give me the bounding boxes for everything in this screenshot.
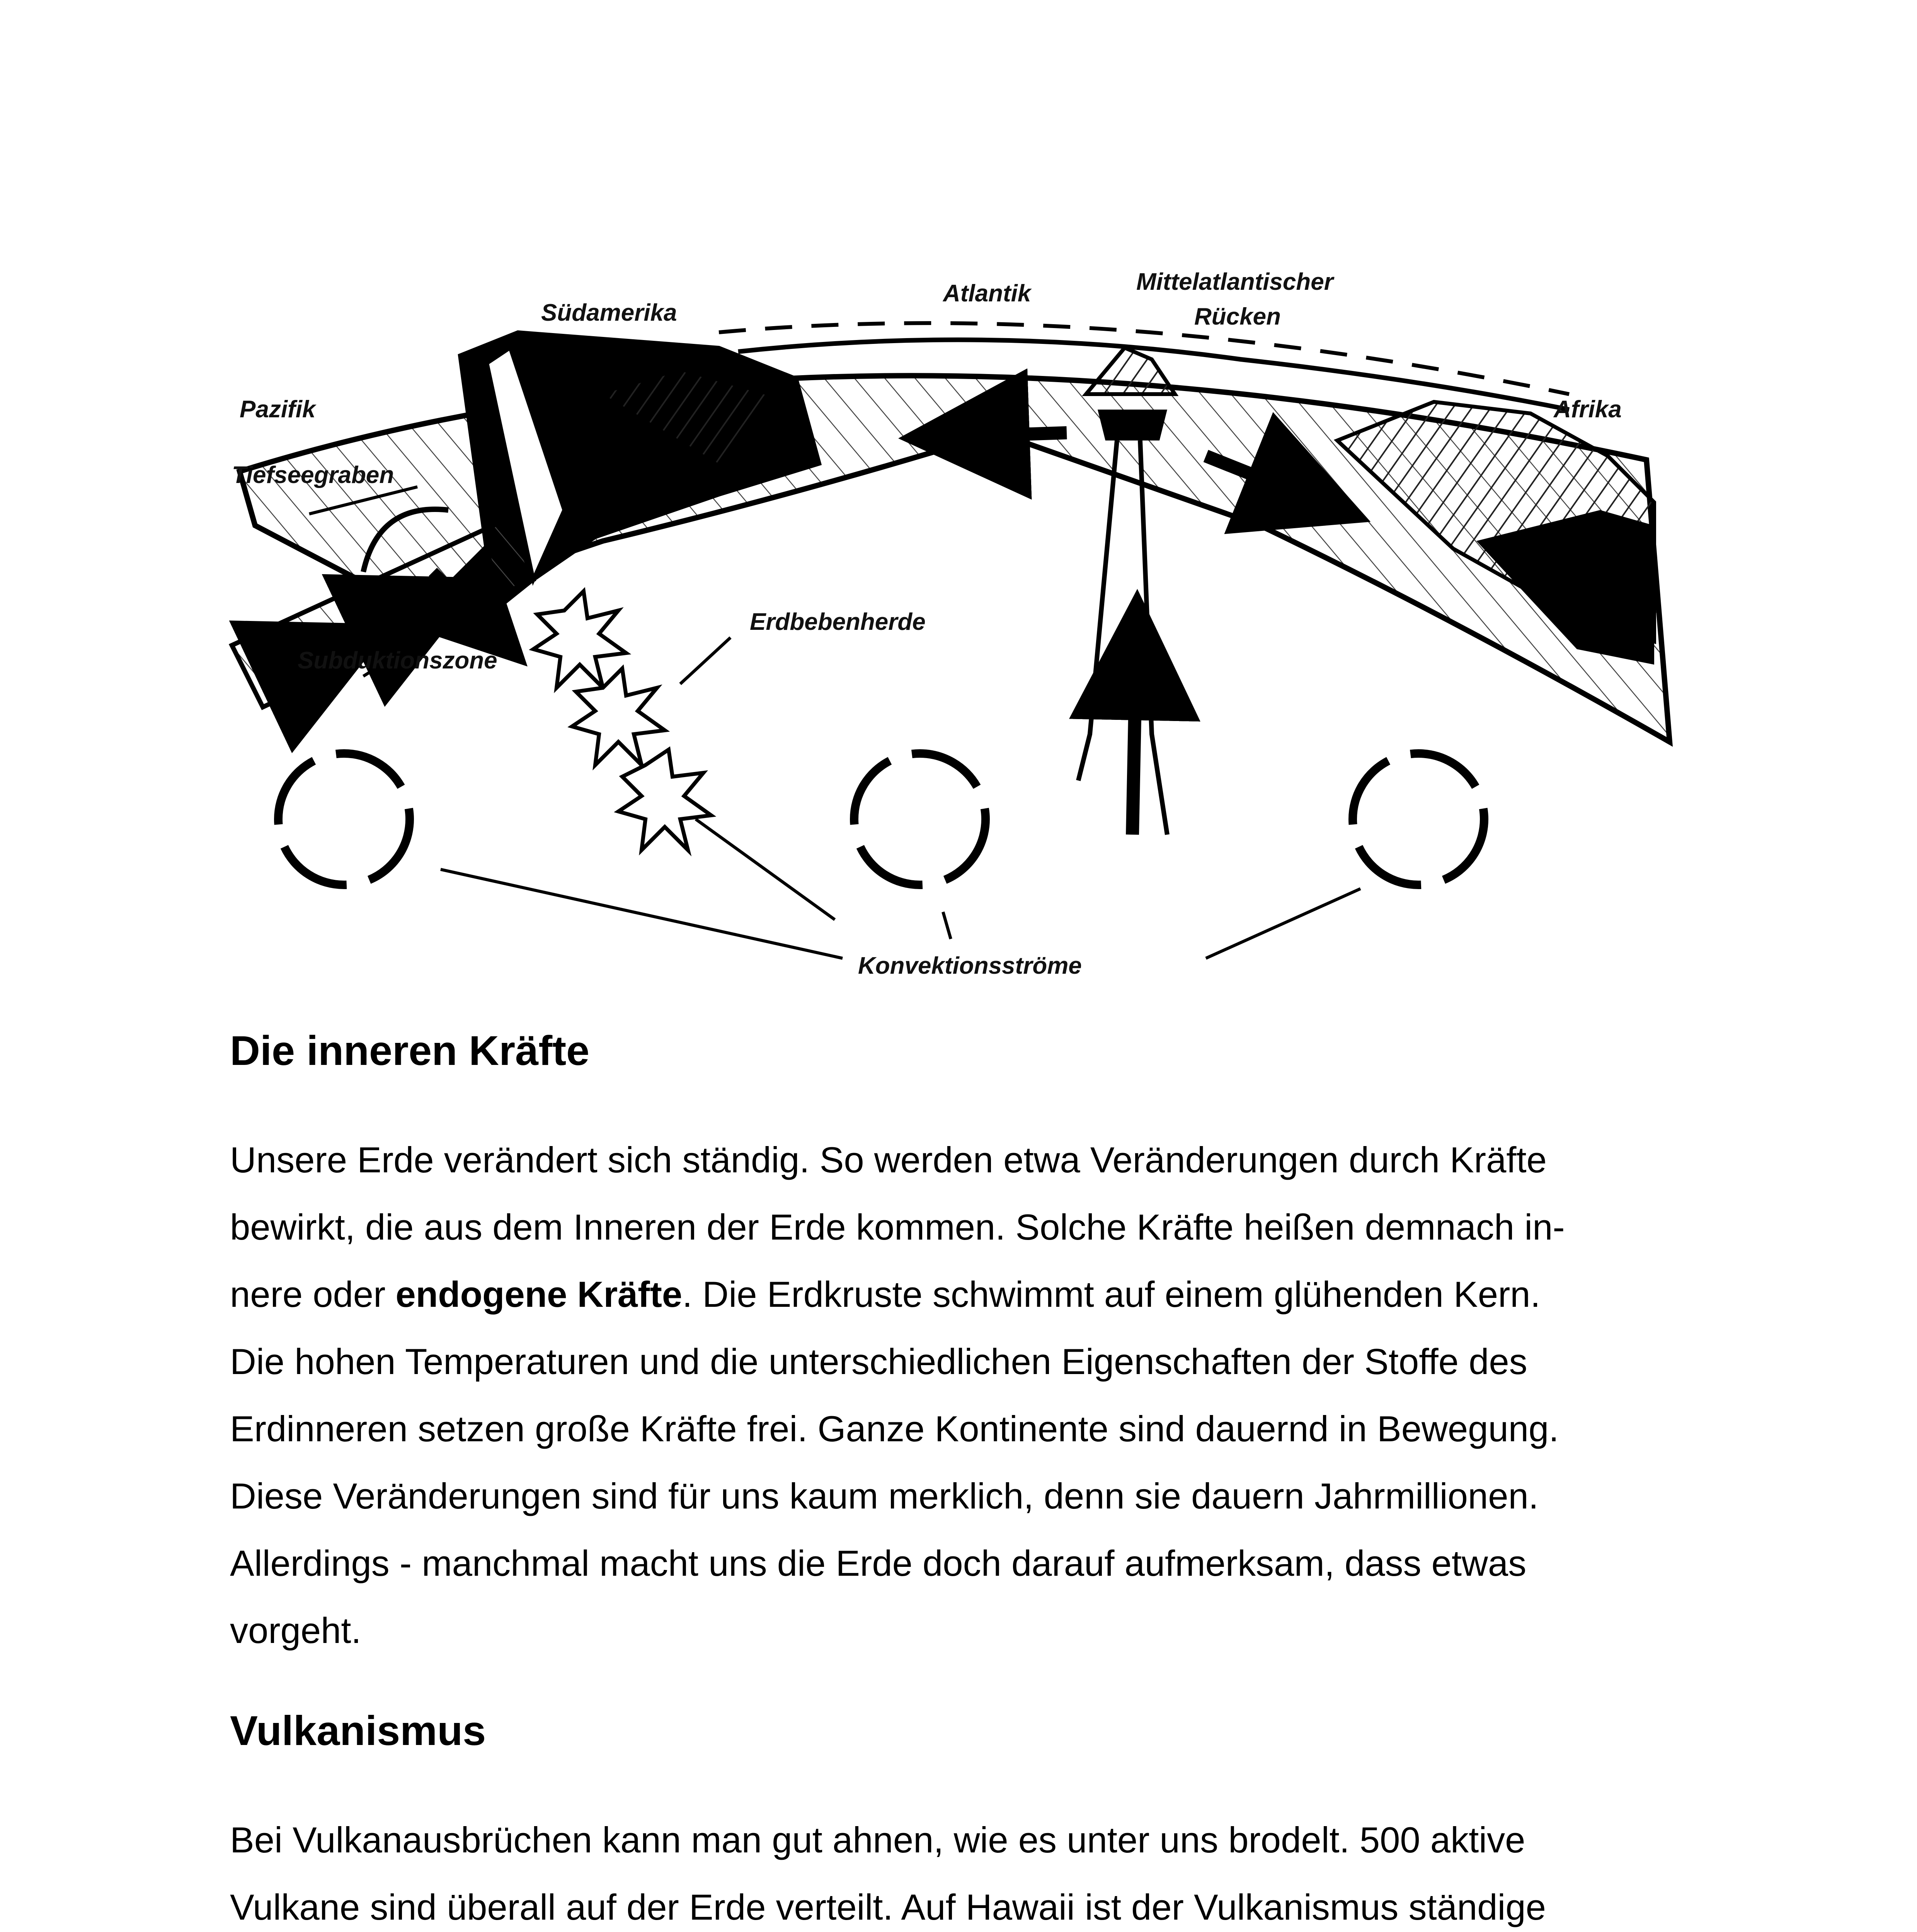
text-line: nere oder endogene Kräfte. Die Erdkruste schwimmt auf einem glühenden Kern. bbox=[230, 1274, 1541, 1315]
label-tiefseegraben: Tiefseegraben bbox=[232, 462, 394, 488]
convection-cell-2 bbox=[854, 753, 986, 885]
text-line: Bei Vulkanausbrüchen kann man gut ahnen, wie es unter uns brodelt. 500 aktive bbox=[230, 1820, 1525, 1860]
earthquake-foci bbox=[533, 591, 711, 850]
label-ridge-line2: Rücken bbox=[1194, 303, 1281, 330]
bold-term: endogene Kräfte bbox=[395, 1274, 683, 1315]
quake-star-1 bbox=[533, 591, 626, 688]
label-suedamerika: Südamerika bbox=[541, 299, 677, 326]
convection-cell-3 bbox=[1353, 753, 1484, 885]
quake-star-3 bbox=[618, 750, 711, 850]
convection-cells bbox=[278, 753, 1484, 885]
quake-star-2 bbox=[572, 668, 665, 765]
text-line: Die hohen Temperaturen und die unterschiedlichen Eigenschaften der Stoffe des bbox=[230, 1341, 1527, 1382]
label-pazifik: Pazifik bbox=[240, 396, 316, 423]
heading-innere-kraefte: Die inneren Kräfte bbox=[230, 1027, 590, 1074]
text-line: bewirkt, die aus dem Inneren der Erde kommen. Solche Kräfte heißen demnach in- bbox=[230, 1207, 1565, 1247]
label-konvektionsstroeme: Konvektionsströme bbox=[858, 952, 1082, 979]
convection-cell-1 bbox=[278, 753, 410, 885]
paragraph-vulkanismus bbox=[230, 1806, 1699, 1932]
label-ridge-line1: Mittelatlantischer bbox=[1136, 269, 1333, 295]
heading-vulkanismus: Vulkanismus bbox=[230, 1707, 486, 1754]
text-line: Allerdings - manchmal macht uns die Erde doch darauf aufmerksam, dass etwas bbox=[230, 1543, 1527, 1583]
plate-tectonics-diagram bbox=[216, 232, 1685, 1005]
paragraph-innere-kraefte bbox=[230, 1126, 1699, 1664]
label-afrika: Afrika bbox=[1554, 396, 1622, 423]
label-erdbebenherde: Erdbebenherde bbox=[750, 609, 926, 635]
label-atlantik: Atlantik bbox=[943, 280, 1031, 307]
text-line: Erdinneren setzen große Kräfte frei. Ganze Kontinente sind dauernd in Bewegung. bbox=[230, 1408, 1559, 1449]
text-line: Diese Veränderungen sind für uns kaum merklich, denn sie dauern Jahrmillionen. bbox=[230, 1476, 1539, 1516]
text-line: Vulkane sind überall auf der Erde verteilt. Auf Hawaii ist der Vulkanismus ständige bbox=[230, 1887, 1546, 1927]
text-line: Unsere Erde verändert sich ständig. So werden etwa Veränderungen durch Kräfte bbox=[230, 1139, 1547, 1180]
text-line: vorgeht. bbox=[230, 1610, 361, 1651]
label-subduktionszone: Subduktionszone bbox=[298, 647, 497, 674]
